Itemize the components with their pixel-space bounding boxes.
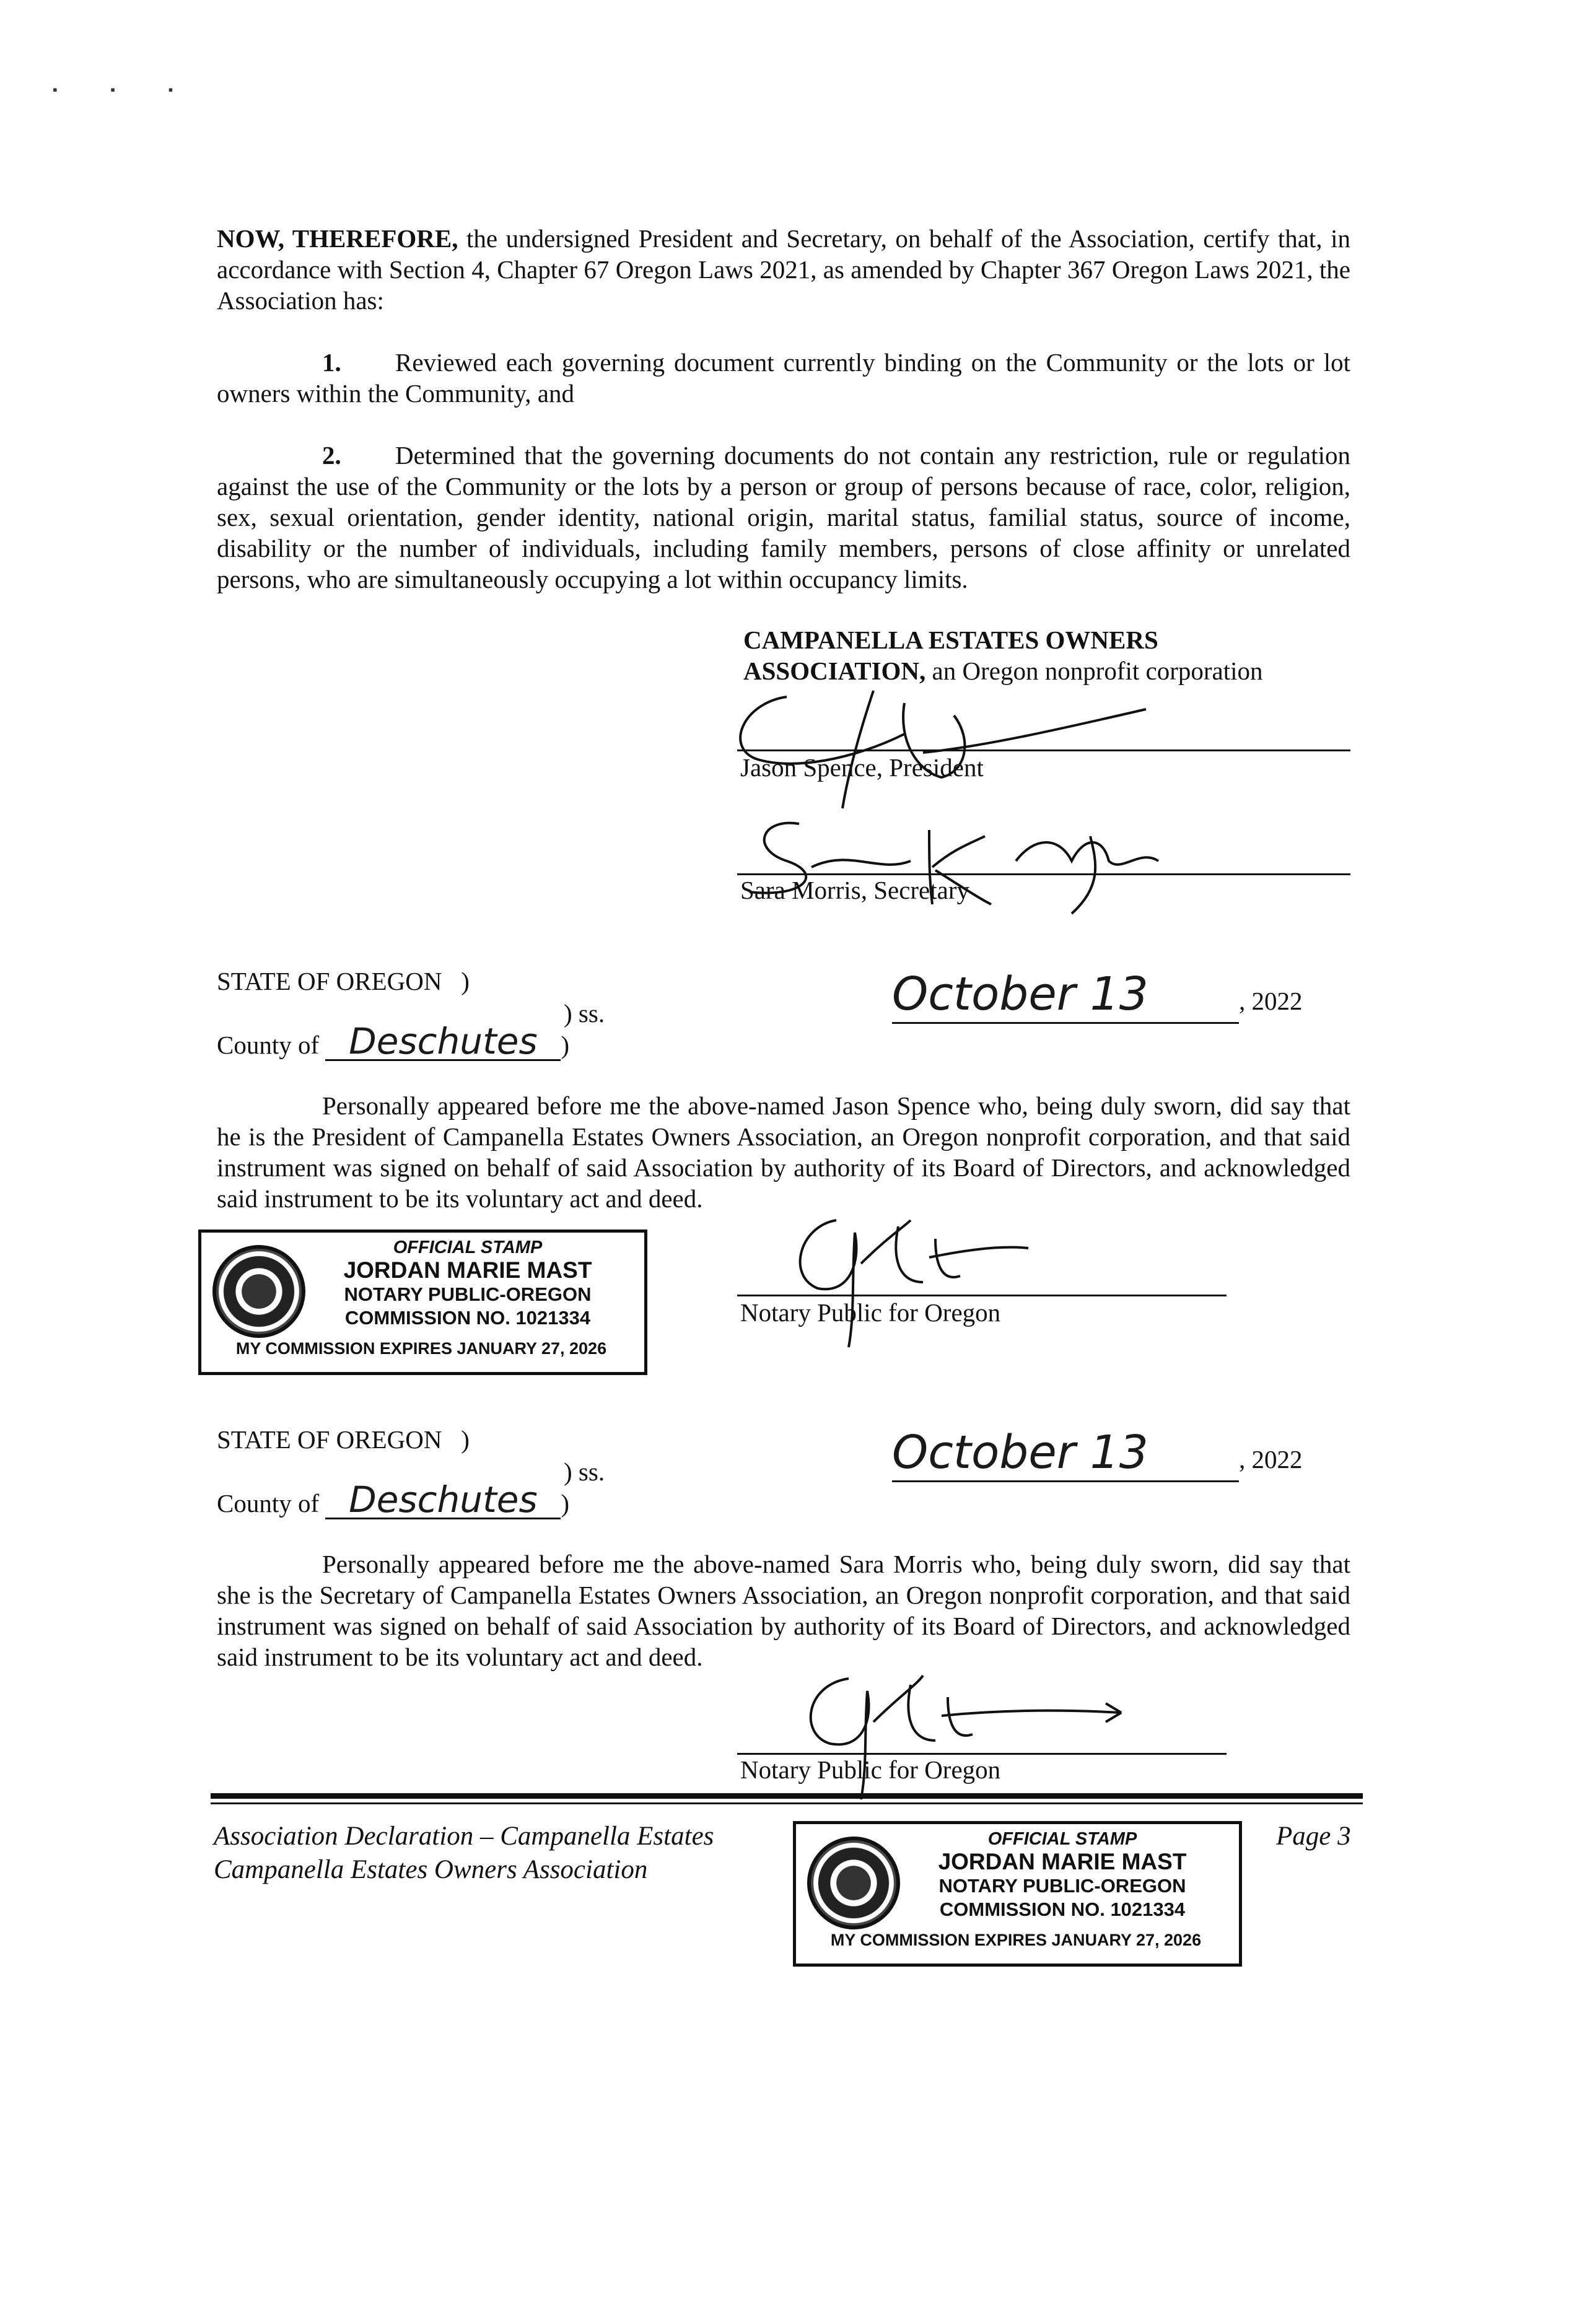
- county-handwritten: Deschutes: [325, 1023, 561, 1061]
- footer-line-1: Association Declaration – Campanella Estates: [214, 1822, 714, 1851]
- entity-name: [743, 624, 1263, 686]
- stamp-name: JORDAN MARIE MAST: [343, 1257, 592, 1283]
- president-caption: Jason Spence, President: [740, 753, 984, 782]
- county-label: County of: [217, 1489, 320, 1518]
- venue-paren: ): [461, 1425, 470, 1454]
- intro-text: the undersigned President and Secretary, on behalf of the Association, certify that, in accordance with Section 4, Chapter 67 Oregon Laws 2021, as amended by Chapter 367 Oregon Laws 2021, the Association has:: [217, 224, 1350, 315]
- scan-marks: ▪ ▪ ▪: [53, 82, 198, 97]
- stamp-expires: MY COMMISSION EXPIRES JANUARY 27, 2026: [830, 1931, 1202, 1949]
- footer-page: Page 3: [1276, 1822, 1351, 1851]
- venue-county-2: [217, 1479, 570, 1521]
- item-1: [217, 347, 1350, 409]
- venue-state-1: [217, 966, 470, 996]
- venue-ss-2: ) ss.: [564, 1457, 605, 1486]
- item-2: [217, 440, 1350, 595]
- stamp-title: NOTARY PUBLIC-OREGON: [344, 1283, 592, 1305]
- venue-paren: ): [461, 967, 470, 995]
- notary-stamp: [793, 1821, 1242, 1967]
- county-paren: ): [561, 1031, 570, 1059]
- state-seal-icon: [807, 1837, 900, 1929]
- notary-body-1: Personally appeared before me the above-named Jason Spence who, being duly sworn, did say that he is the President of Campanella Estates Owners Association, an Oregon nonprofit corporation, and that said instrument was signed on behalf of said Association by authority of its Board of Directors, and acknowledged said instrument to be its voluntary act and deed.: [217, 1091, 1350, 1213]
- date-year: , 2022: [1239, 1445, 1303, 1474]
- item-text: Determined that the governing documents do not contain any restriction, rule or regulation against the use of the Community or the lots by a person or group of persons because of race, color, religion, sex, sexual orientation, gender identity, national origin, marital status, familial status, source of income, disability or the number of individuals, including family members, persons of close affinity or unrelated persons, who are simultaneously occupying a lot within occupancy limits.: [217, 441, 1350, 593]
- stamp-name: JORDAN MARIE MAST: [938, 1849, 1187, 1874]
- footer-rule-thick: [211, 1793, 1363, 1799]
- date-handwritten: October 13: [892, 966, 1239, 1024]
- date-handwritten: October 13: [892, 1425, 1239, 1482]
- entity-descriptor: an Oregon nonprofit corporation: [925, 657, 1263, 685]
- state-seal-icon: [212, 1245, 305, 1338]
- stamp-header: OFFICIAL STAMP: [987, 1829, 1137, 1849]
- stamp-header: OFFICIAL STAMP: [393, 1238, 543, 1257]
- intro-paragraph: [217, 223, 1350, 316]
- venue-ss-1: ) ss.: [564, 999, 605, 1028]
- notary-caption-2: Notary Public for Oregon: [740, 1755, 1001, 1784]
- county-paren: ): [561, 1489, 570, 1518]
- entity-association: ASSOCIATION,: [743, 657, 926, 685]
- notary-signature-1: [762, 1202, 1072, 1350]
- entity-line-1: CAMPANELLA ESTATES OWNERS: [743, 626, 1158, 654]
- item-text: Reviewed each governing document currently binding on the Community or the lots or lot owners within the Community, and: [217, 348, 1350, 408]
- date-year: , 2022: [1239, 987, 1303, 1015]
- county-handwritten: Deschutes: [325, 1482, 561, 1519]
- stamp-commission: COMMISSION NO. 1021334: [939, 1898, 1186, 1920]
- notary-signature-line-1: [737, 1295, 1227, 1296]
- footer-line-2: Campanella Estates Owners Association: [214, 1855, 648, 1884]
- intro-lead: NOW, THEREFORE,: [217, 224, 458, 253]
- president-signature-line: [737, 749, 1350, 751]
- president-signature: [719, 678, 1165, 815]
- notary-caption-1: Notary Public for Oregon: [740, 1298, 1001, 1327]
- item-number: 2.: [322, 441, 341, 470]
- notary-date-2: [892, 1425, 1303, 1482]
- notary-body-2: Personally appeared before me the above-named Sara Morris who, being duly sworn, did say that she is the Secretary of Campanella Estates Owners Association, an Oregon nonprofit corporation, and that said instrument was signed on behalf of said Association by authority of its Board of Directors, and acknowledged said instrument to be its voluntary act and deed.: [217, 1550, 1350, 1671]
- secretary-caption: Sara Morris, Secretary: [740, 876, 970, 904]
- notary-stamp: [198, 1230, 647, 1375]
- notary-date-1: [892, 966, 1303, 1024]
- venue-county-1: [217, 1020, 570, 1062]
- footer-rule-thin: [211, 1802, 1363, 1804]
- stamp-commission: COMMISSION NO. 1021334: [344, 1307, 591, 1329]
- footer-left: [214, 1820, 714, 1887]
- stamp-expires: MY COMMISSION EXPIRES JANUARY 27, 2026: [235, 1339, 607, 1358]
- venue-state: STATE OF OREGON: [217, 967, 442, 995]
- stamp-title: NOTARY PUBLIC-OREGON: [938, 1875, 1186, 1897]
- venue-state: STATE OF OREGON: [217, 1425, 442, 1454]
- county-label: County of: [217, 1031, 320, 1059]
- venue-state-2: [217, 1425, 470, 1454]
- item-number: 1.: [322, 348, 341, 377]
